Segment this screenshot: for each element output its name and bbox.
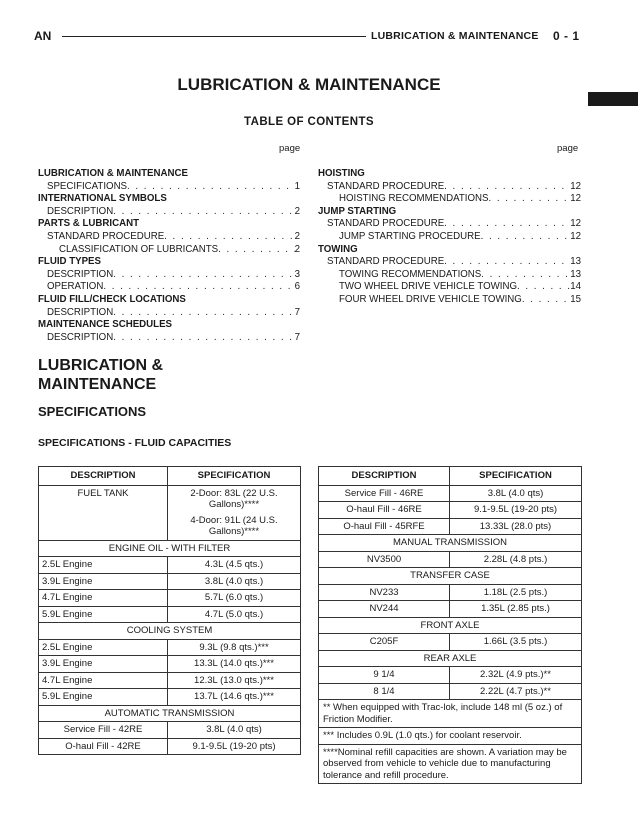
col-header-specification: SPECIFICATION: [168, 467, 301, 486]
table-row: [39, 656, 301, 673]
row-spec-value: 9.3L (9.8 qts.)***: [199, 641, 269, 653]
row-spec-value: 1.18L (2.5 pts.): [483, 586, 548, 598]
row-spec-value: 4.7L (5.0 qts.): [204, 608, 264, 620]
footnote: ** When equipped with Trac-lok, include 148 ml (5 oz.) of Friction Modifier.: [319, 700, 582, 728]
toc-entry-label: DESCRIPTION: [47, 331, 114, 343]
row-description: NV244: [319, 601, 450, 618]
table-group-row: [39, 623, 301, 640]
toc-entry: [318, 269, 581, 282]
toc-entry-page: 7: [294, 306, 300, 318]
row-spec-value: 3.8L (4.0 qts): [206, 724, 262, 735]
header-rule: [62, 36, 366, 37]
row-spec-value: 13.7L (14.6 qts.)***: [194, 691, 274, 702]
row-specification: [450, 485, 582, 502]
toc-leader-dots: [103, 281, 294, 294]
toc-entry-label: HOISTING: [318, 168, 365, 179]
toc-leader-dots: [113, 269, 294, 282]
row-specification: [450, 518, 582, 535]
table-note-row: [319, 700, 582, 728]
row-spec-value: 9.1-9.5L (19-20 pts): [473, 504, 558, 515]
table-row: [319, 683, 582, 700]
row-specification: [168, 557, 301, 574]
section-heading-line1: LUBRICATION &: [38, 357, 164, 374]
toc-leader-dots: [127, 181, 295, 194]
toc-entry-page: 3: [294, 268, 300, 280]
table-row: [319, 551, 582, 568]
row-spec-value: 9.1-9.5L (19-20 pts): [192, 740, 276, 752]
toc-heading: [38, 319, 300, 332]
toc-entry-page: 12: [570, 180, 581, 192]
toc-entry-label: JUMP STARTING: [318, 205, 397, 217]
toc-entry-label: CLASSIFICATION OF LUBRICANTS: [59, 243, 219, 255]
table-note-row: [319, 744, 582, 784]
toc-entry: [318, 281, 581, 294]
toc-entry-page: 1: [294, 180, 300, 192]
toc-entry-label: SPECIFICATIONS: [47, 180, 128, 192]
document-title: LUBRICATION & MAINTENANCE: [177, 75, 441, 94]
row-specification: [168, 573, 301, 590]
row-description: 4.7L Engine: [39, 672, 168, 689]
row-description: O-haul Fill - 46RE: [319, 502, 450, 519]
group-heading: AUTOMATIC TRANSMISSION: [39, 705, 301, 722]
fluid-capacities-table-left: [38, 466, 301, 755]
row-specification: [168, 656, 301, 673]
row-description: Service Fill - 46RE: [319, 485, 450, 502]
toc-entry: [318, 193, 581, 206]
toc-leader-dots: [481, 269, 570, 282]
row-spec-value: 2-Door: 83L (22 U.S. Gallons)****: [190, 487, 278, 510]
row-description: 5.9L Engine: [39, 689, 168, 706]
row-specification: [168, 672, 301, 689]
toc-entry-page: 2: [294, 205, 300, 217]
header-title: LUBRICATION & MAINTENANCE: [371, 30, 539, 42]
table-group-row: [319, 568, 582, 585]
header-section-code: AN: [34, 29, 52, 43]
toc-page-label-right: page: [557, 143, 579, 154]
toc-entry-page: 2: [294, 243, 300, 255]
group-heading: FRONT AXLE: [319, 617, 582, 634]
header-page-number: 0 - 1: [553, 29, 580, 43]
toc-entry-page: 14: [570, 281, 581, 293]
group-heading: ENGINE OIL - WITH FILTER: [39, 540, 301, 557]
row-specification: [168, 689, 301, 706]
toc-entry-label: STANDARD PROCEDURE: [327, 256, 445, 268]
table-row: [39, 639, 301, 656]
toc-entry-label: DESCRIPTION: [47, 306, 114, 318]
row-description: 3.9L Engine: [39, 656, 168, 673]
toc-title: TABLE OF CONTENTS: [244, 116, 374, 128]
row-specification: [168, 639, 301, 656]
fluid-capacities-table-right: [318, 466, 582, 784]
group-heading: TRANSFER CASE: [319, 568, 582, 585]
row-specification: [450, 502, 582, 519]
toc-leader-dots: [113, 332, 294, 345]
row-spec-value: 3.8L (4.0 qts): [487, 487, 544, 499]
row-spec-value: 12.3L (13.0 qts.)***: [194, 674, 274, 686]
toc-entry-label: DESCRIPTION: [47, 268, 114, 280]
table-group-row: [39, 705, 301, 722]
toc-heading: [318, 206, 581, 219]
row-description: 9 1/4: [319, 667, 450, 684]
toc-entry: [38, 269, 300, 282]
toc-leader-dots: [113, 206, 294, 219]
toc-leader-dots: [517, 281, 570, 294]
row-spec-value: 1.66L (3.5 pts.): [483, 636, 548, 647]
group-heading: COOLING SYSTEM: [39, 623, 301, 640]
footnote: ****Nominal refill capacities are shown. A variation may be observed from vehicle to vehicle due to manufacturing tolerance and refill procedure.: [319, 744, 582, 784]
fluid-capacities-title: SPECIFICATIONS - FLUID CAPACITIES: [38, 437, 232, 449]
toc-leader-dots: [218, 244, 294, 257]
row-description: FUEL TANK: [39, 485, 168, 540]
table-row: [319, 584, 582, 601]
col-header-description: DESCRIPTION: [39, 467, 168, 486]
table-note-row: [319, 728, 582, 745]
toc-entry: [38, 281, 300, 294]
toc-heading: [38, 256, 300, 269]
toc-entry-page: 12: [570, 218, 581, 230]
table-group-row: [39, 540, 301, 557]
toc-entry-label: STANDARD PROCEDURE: [47, 230, 165, 242]
table-row: [319, 634, 582, 651]
row-description: 3.9L Engine: [39, 573, 168, 590]
table-row: [39, 557, 301, 574]
toc-entry: [318, 181, 581, 194]
table-row: [39, 573, 301, 590]
table-row: [39, 722, 301, 739]
row-spec-value: 13.33L (28.0 pts): [479, 520, 552, 532]
col-header-specification: SPECIFICATION: [450, 467, 582, 486]
row-description: NV3500: [319, 551, 450, 568]
toc-entry-label: FLUID FILL/CHECK LOCATIONS: [38, 293, 186, 305]
group-heading: MANUAL TRANSMISSION: [319, 535, 582, 552]
toc-entry: [38, 332, 300, 345]
toc-entry: [38, 181, 300, 194]
toc-heading: [38, 168, 300, 181]
toc-entry-label: FLUID TYPES: [38, 256, 101, 268]
row-spec-value: 2.28L (4.8 pts.): [483, 553, 548, 565]
row-specification: [168, 722, 301, 739]
table-row: [39, 672, 301, 689]
table-row: [319, 667, 582, 684]
toc-entry-label: INTERNATIONAL SYMBOLS: [38, 193, 167, 205]
toc-entry-page: 13: [570, 268, 581, 280]
footnote: *** Includes 0.9L (1.0 qts.) for coolant reservoir.: [319, 728, 582, 745]
table-row: [39, 590, 301, 607]
toc-right-column: [318, 168, 581, 307]
row-specification: [168, 738, 301, 755]
toc-heading: [38, 294, 300, 307]
toc-entry-page: 6: [294, 281, 300, 293]
row-spec-value: 4.3L (4.5 qts.): [204, 559, 264, 570]
toc-entry-page: 15: [570, 293, 581, 305]
table-row: [39, 606, 301, 623]
row-description: 2.5L Engine: [39, 639, 168, 656]
toc-leader-dots: [444, 181, 570, 194]
row-spec-value: 2.22L (4.7 pts.)**: [480, 685, 551, 697]
row-specification: [450, 584, 582, 601]
row-description: 4.7L Engine: [39, 590, 168, 607]
toc-entry-label: STANDARD PROCEDURE: [327, 180, 445, 192]
row-description: 2.5L Engine: [39, 557, 168, 574]
toc-entry: [318, 256, 581, 269]
toc-entry-label: FOUR WHEEL DRIVE VEHICLE TOWING: [339, 293, 522, 305]
toc-entry-page: 13: [570, 256, 581, 268]
row-description: 5.9L Engine: [39, 606, 168, 623]
row-spec-value: 3.8L (4.0 qts.): [204, 575, 264, 587]
row-description: Service Fill - 42RE: [39, 722, 168, 739]
row-description: O-haul Fill - 42RE: [39, 738, 168, 755]
toc-entry-label: PARTS & LUBRICANT: [38, 218, 139, 230]
toc-entry-label: TOWING: [318, 243, 358, 255]
row-specification: [450, 683, 582, 700]
toc-heading: [38, 193, 300, 206]
row-description: O-haul Fill - 45RFE: [319, 518, 450, 535]
row-spec-value: 13.3L (14.0 qts.)***: [194, 658, 274, 669]
row-specification: [450, 551, 582, 568]
toc-leader-dots: [488, 193, 570, 206]
toc-entry-page: 7: [294, 331, 300, 343]
toc-heading: [318, 244, 581, 257]
toc-entry-label: LUBRICATION & MAINTENANCE: [38, 168, 188, 179]
row-spec-value: 1.35L (2.85 pts.): [481, 603, 550, 614]
toc-entry: [38, 244, 300, 257]
toc-leader-dots: [522, 294, 570, 307]
row-spec-value: 5.7L (6.0 qts.): [204, 592, 264, 603]
row-description: C205F: [319, 634, 450, 651]
toc-heading: [318, 168, 581, 181]
table-row: [319, 502, 582, 519]
table-row: [39, 738, 301, 755]
section-subheading: SPECIFICATIONS: [38, 404, 147, 419]
toc-entry: [38, 231, 300, 244]
toc-leader-dots: [481, 231, 571, 244]
table-group-row: [319, 650, 582, 667]
toc-entry-label: OPERATION: [47, 281, 104, 293]
row-description: 8 1/4: [319, 683, 450, 700]
row-specification: [450, 667, 582, 684]
row-specification: [168, 590, 301, 607]
table-row: [39, 689, 301, 706]
toc-entry: [318, 218, 581, 231]
group-heading: REAR AXLE: [319, 650, 582, 667]
table-row: [319, 601, 582, 618]
toc-entry-label: DESCRIPTION: [47, 205, 114, 217]
row-specification: [168, 485, 301, 540]
toc-left-column: [38, 168, 300, 344]
col-header-description: DESCRIPTION: [319, 467, 450, 486]
toc-heading: [38, 218, 300, 231]
toc-entry: [38, 307, 300, 320]
toc-entry: [38, 206, 300, 219]
toc-entry-label: HOISTING RECOMMENDATIONS: [339, 193, 489, 205]
row-description: NV233: [319, 584, 450, 601]
toc-page-label-left: page: [279, 143, 301, 154]
section-heading-line2: MAINTENANCE: [38, 376, 157, 393]
toc-entry-label: JUMP STARTING PROCEDURE: [339, 230, 481, 242]
toc-entry-label: STANDARD PROCEDURE: [327, 218, 445, 230]
table-row: [319, 485, 582, 502]
row-spec-value-2: 4-Door: 91L (24 U.S. Gallons)****: [190, 514, 278, 537]
section-heading: [38, 356, 163, 394]
row-specification: [450, 634, 582, 651]
toc-leader-dots: [444, 256, 570, 269]
toc-entry-label: TOWING RECOMMENDATIONS: [339, 268, 482, 280]
toc-leader-dots: [444, 218, 570, 231]
toc-entry: [318, 294, 581, 307]
toc-entry-page: 2: [294, 230, 300, 242]
toc-leader-dots: [113, 307, 294, 320]
row-spec-value: 2.32L (4.9 pts.)**: [480, 669, 551, 680]
table-row: [319, 518, 582, 535]
toc-entry-page: 12: [570, 230, 581, 242]
toc-entry-page: 12: [570, 193, 581, 205]
toc-leader-dots: [164, 231, 294, 244]
table-row: [39, 485, 301, 540]
row-specification: [450, 601, 582, 618]
toc-entry-label: TWO WHEEL DRIVE VEHICLE TOWING: [339, 281, 517, 293]
table-group-row: [319, 617, 582, 634]
toc-entry-label: MAINTENANCE SCHEDULES: [38, 319, 173, 331]
toc-entry: [318, 231, 581, 244]
table-group-row: [319, 535, 582, 552]
row-specification: [168, 606, 301, 623]
